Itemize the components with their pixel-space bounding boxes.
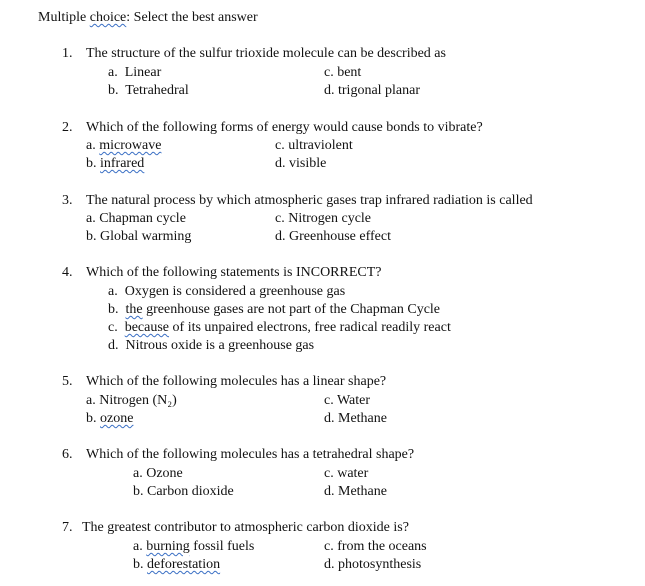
option-b: b. deforestation — [133, 557, 221, 572]
question-number: 4. — [62, 265, 73, 280]
option-a: a. Ozone — [133, 466, 183, 481]
question-text: Which of the following forms of energy would cause bonds to vibrate? — [86, 120, 483, 135]
question-text: The greatest contributor to atmospheric carbon dioxide is? — [82, 520, 409, 535]
question-number: 1. — [62, 46, 73, 61]
option-d: d. photosynthesis — [324, 557, 422, 572]
option-a: a. Nitrogen (N₂) — [86, 393, 177, 408]
option-a: a. Chapman cycle — [86, 211, 186, 226]
option-b: b. the greenhouse gases are not part of the Chapman Cycle — [108, 302, 441, 317]
option-d: d. Nitrous oxide is a greenhouse gas — [108, 338, 315, 353]
question-number: 5. — [62, 374, 73, 389]
option-b: b. Carbon dioxide — [133, 484, 234, 499]
option-a: a. burning fossil fuels — [133, 539, 255, 554]
option-c: c. from the oceans — [324, 539, 427, 554]
heading-suffix: : Select the best answer — [126, 10, 258, 25]
heading-prefix: Multiple — [38, 10, 90, 25]
option-b: b. Global warming — [86, 229, 192, 244]
question-text: The structure of the sulfur trioxide molecule can be described as — [86, 46, 446, 61]
question-text: Which of the following molecules has a linear shape? — [86, 374, 387, 389]
heading-underlined-word: choice — [89, 10, 127, 25]
option-c: c. ultraviolent — [275, 138, 353, 153]
option-b: b. Tetrahedral — [108, 83, 189, 98]
option-a: a. Linear — [108, 65, 162, 80]
option-d: d. Methane — [324, 411, 387, 426]
option-a: a. Oxygen is considered a greenhouse gas — [108, 284, 346, 299]
worksheet-heading — [38, 10, 258, 26]
option-c: c. water — [324, 466, 369, 481]
question-number: 2. — [62, 120, 73, 135]
option-b: b. infrared — [86, 156, 145, 171]
option-d: d. Greenhouse effect — [275, 229, 391, 244]
option-d: d. Methane — [324, 484, 387, 499]
question-number: 6. — [62, 447, 73, 462]
option-b: b. ozone — [86, 411, 134, 426]
option-d: d. visible — [275, 156, 327, 171]
question-text: The natural process by which atmospheric gases trap infrared radiation is called — [86, 193, 533, 208]
option-c: c. Nitrogen cycle — [275, 211, 372, 226]
option-d: d. trigonal planar — [324, 83, 421, 98]
question-number: 7. — [62, 520, 73, 535]
option-c: c. because of its unpaired electrons, free radical readily react — [108, 320, 451, 335]
option-a: a. microwave — [86, 138, 162, 153]
question-number: 3. — [62, 193, 73, 208]
option-c: c. bent — [324, 65, 362, 80]
question-text: Which of the following molecules has a tetrahedral shape? — [86, 447, 415, 462]
question-text: Which of the following statements is INCORRECT? — [86, 265, 382, 280]
option-c: c. Water — [324, 393, 371, 408]
